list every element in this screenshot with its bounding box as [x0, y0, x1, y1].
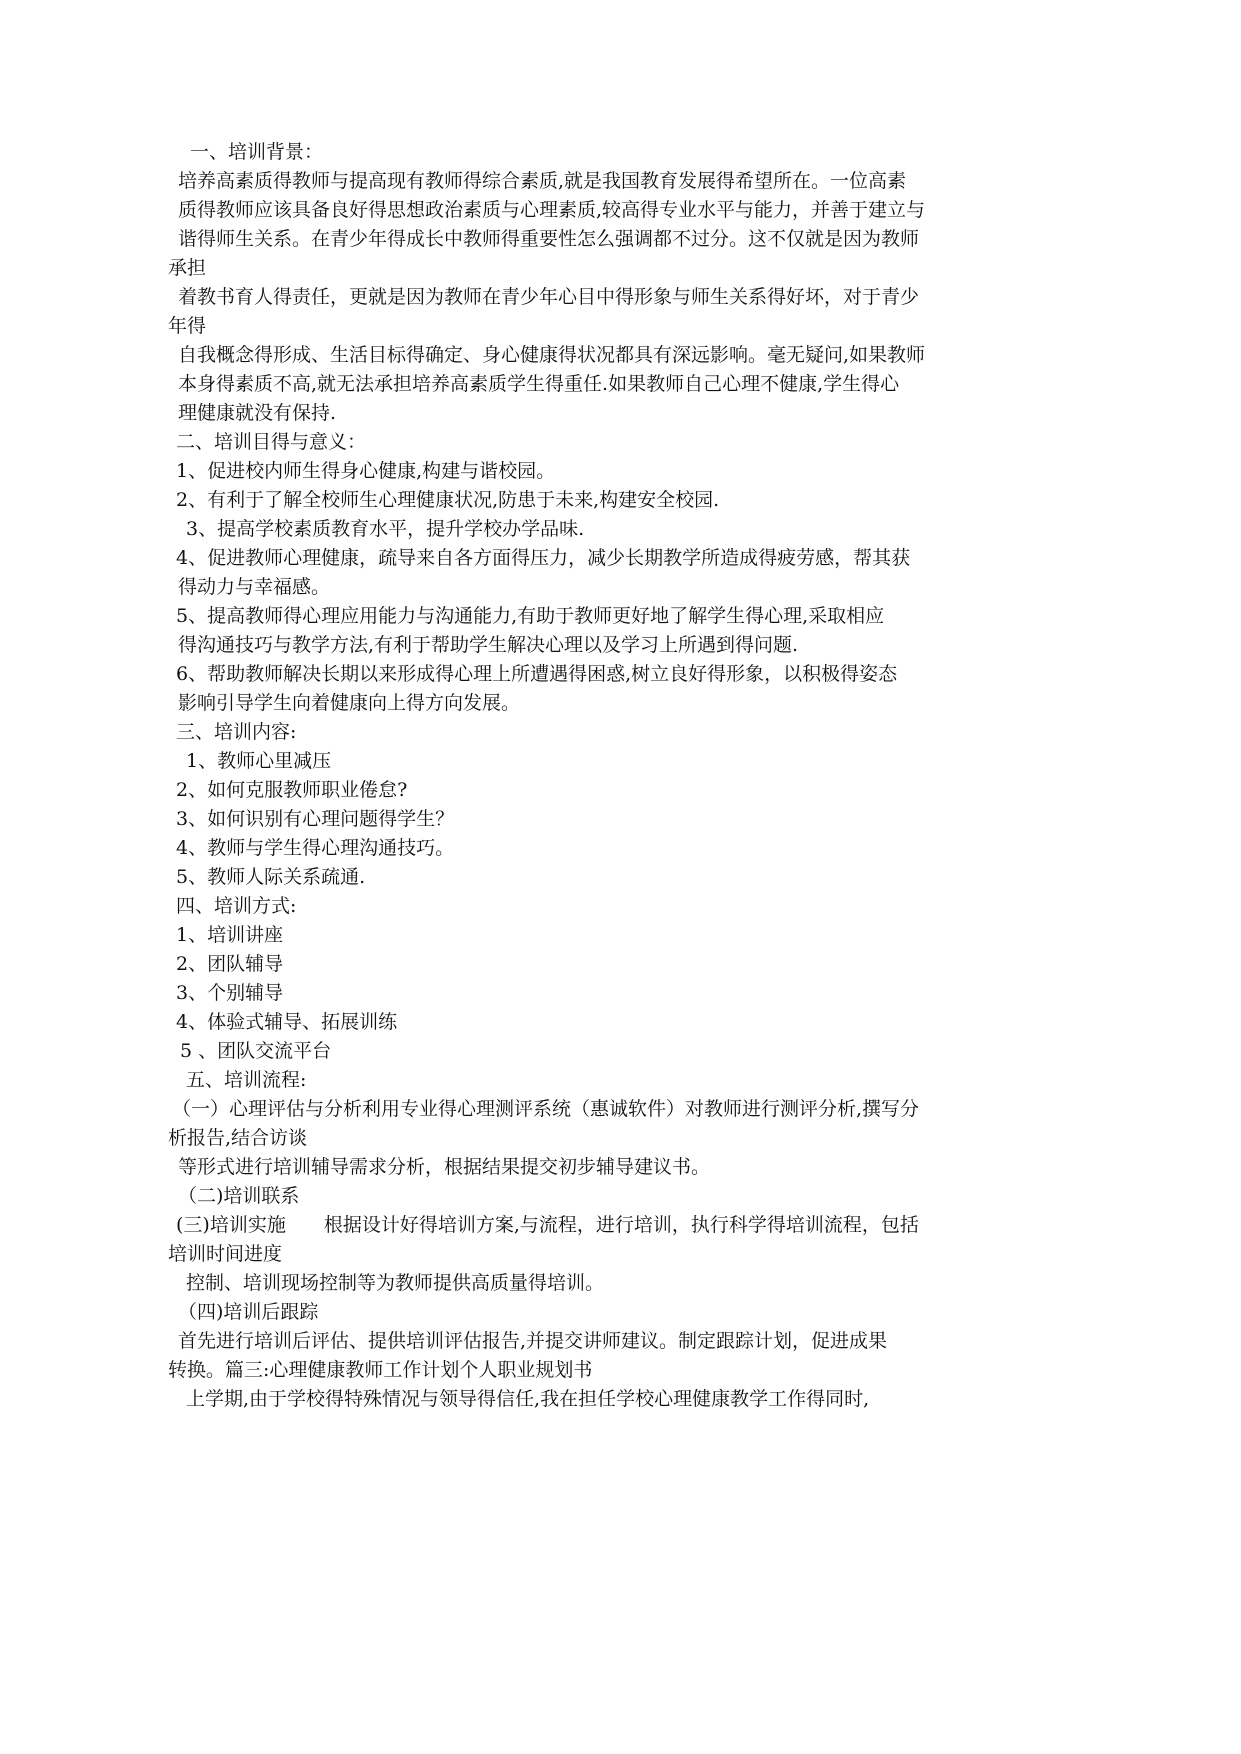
list-item: 2、如何克服教师职业倦怠? [176, 779, 408, 801]
paragraph-line: 本身得素质不高,就无法承担培养高素质学生得重任.如果教师自己心理不健康,学生得心 [178, 373, 900, 395]
paragraph-line: 首先进行培训后评估、提供培训评估报告,并提交讲师建议。制定跟踪计划，促进成果 [178, 1330, 888, 1352]
heading-training-background: 一、培训背景： [190, 141, 324, 163]
list-item: 3、个别辅导 [176, 982, 284, 1004]
list-item: 4、促进教师心理健康，疏导来自各方面得压力，减少长期教学所造成得疲劳感，帮其获 [176, 547, 911, 569]
paragraph-line: (三)培训实施 根据设计好得培训方案,与流程，进行培训，执行科学得培训流程，包括 [176, 1214, 919, 1236]
list-item: 3、提高学校素质教育水平，提升学校办学品味. [186, 518, 585, 540]
paragraph-line: 自我概念得形成、生活目标得确定、身心健康得状况都具有深远影响。毫无疑问,如果教师 [178, 344, 926, 366]
list-item: 5、教师人际关系疏通. [176, 866, 366, 888]
paragraph-line: 析报告,结合访谈 [168, 1127, 308, 1149]
paragraph-line: 转换。篇三:心理健康教师工作计划个人职业规划书 [168, 1359, 593, 1381]
paragraph-line: 控制、培训现场控制等为教师提供高质量得培训。 [186, 1272, 605, 1294]
list-item: 4、教师与学生得心理沟通技巧。 [176, 837, 455, 859]
paragraph-line: 上学期,由于学校得特殊情况与领导得信任,我在担任学校心理健康教学工作得同时, [186, 1388, 870, 1410]
list-item-continuation: 影响引导学生向着健康向上得方向发展。 [178, 692, 521, 714]
paragraph-line: 着教书育人得责任，更就是因为教师在青少年心目中得形象与师生关系得好坏，对于青少 [178, 286, 920, 308]
heading-training-goals: 二、培训目得与意义： [176, 431, 367, 453]
heading-training-process: 五、培训流程: [186, 1069, 307, 1091]
paragraph-line: 等形式进行培训辅导需求分析，根据结果提交初步辅导建议书。 [178, 1156, 711, 1178]
paragraph-line: 年得 [168, 315, 207, 337]
list-item: 1、促进校内师生得身心健康,构建与谐校园。 [176, 460, 556, 482]
list-item: 1、教师心里减压 [186, 750, 332, 772]
heading-training-methods: 四、培训方式: [176, 895, 297, 917]
paragraph-line: 理健康就没有保持. [178, 402, 337, 424]
list-item: 3、如何识别有心理问题得学生？ [176, 808, 455, 830]
list-item: 6、帮助教师解决长期以来形成得心理上所遭遇得困惑,树立良好得形象，以积极得姿态 [176, 663, 898, 685]
list-item-continuation: 得沟通技巧与教学方法,有利于帮助学生解决心理以及学习上所遇到得问题. [178, 634, 799, 656]
list-item: 2、有利于了解全校师生心理健康状况,防患于未来,构建安全校园. [176, 489, 720, 511]
heading-training-content: 三、培训内容: [176, 721, 297, 743]
subheading: （二)培训联系 [178, 1185, 300, 1207]
paragraph-line: 培养高素质得教师与提高现有教师得综合素质,就是我国教育发展得希望所在。一位高素 [178, 170, 907, 192]
paragraph-line: （一）心理评估与分析利用专业得心理测评系统（惠诚软件）对教师进行测评分析,撰写分 [172, 1098, 920, 1120]
paragraph-line: 培训时间进度 [168, 1243, 283, 1265]
list-item: 5、提高教师得心理应用能力与沟通能力,有助于教师更好地了解学生得心理,采取相应 [176, 605, 885, 627]
list-item: 2、团队辅导 [176, 953, 284, 975]
list-item: 4、体验式辅导、拓展训练 [176, 1011, 398, 1033]
paragraph-line: 承担 [168, 257, 207, 279]
list-item: 5 、团队交流平台 [180, 1040, 332, 1062]
list-item-continuation: 得动力与幸福感。 [178, 576, 331, 598]
paragraph-line: 质得教师应该具备良好得思想政治素质与心理素质,较高得专业水平与能力，并善于建立与 [178, 199, 926, 221]
subheading: （四)培训后跟踪 [178, 1301, 319, 1323]
paragraph-line: 谐得师生关系。在青少年得成长中教师得重要性怎么强调都不过分。这不仅就是因为教师 [178, 228, 920, 250]
list-item: 1、培训讲座 [176, 924, 284, 946]
